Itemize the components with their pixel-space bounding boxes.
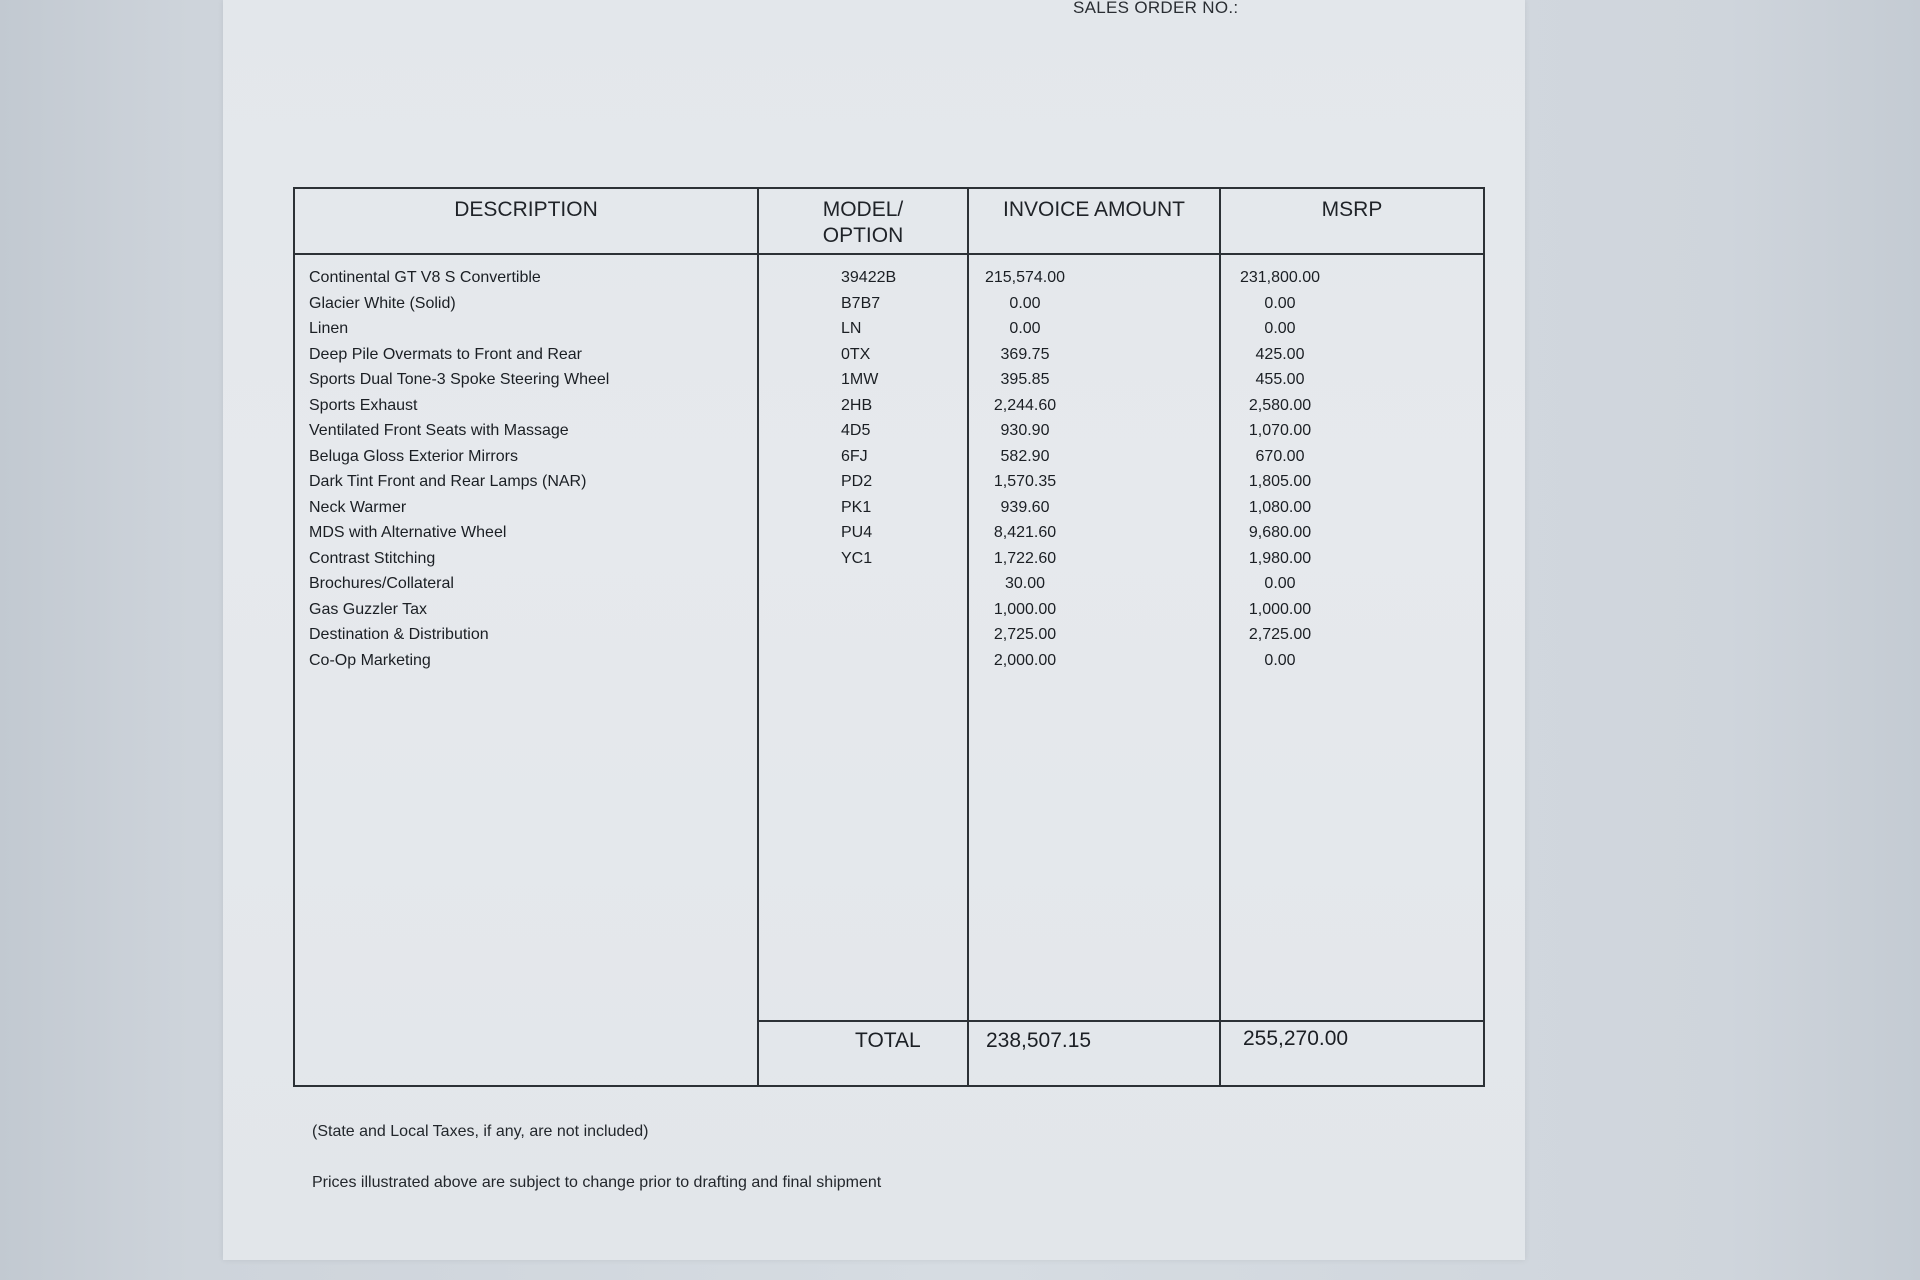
row-description: Brochures/Collateral — [309, 575, 454, 592]
row-msrp: 425.00 — [1255, 345, 1305, 363]
row-model-option: 1MW — [841, 371, 879, 388]
header-model-option — [759, 197, 967, 249]
row-invoice-amount: 0.00 — [1009, 294, 1041, 312]
row-invoice-amount: 1,000.00 — [993, 600, 1057, 618]
row-msrp: 455.00 — [1255, 371, 1305, 388]
table-row — [295, 265, 1483, 291]
row-description: Co-Op Marketing — [309, 651, 431, 669]
row-description: Sports Exhaust — [309, 396, 418, 414]
row-description: Dark Tint Front and Rear Lamps (NAR) — [309, 473, 587, 490]
row-invoice-amount: 30.00 — [1004, 575, 1046, 592]
table-row — [295, 648, 1483, 674]
row-msrp: 1,070.00 — [1248, 422, 1312, 439]
table-row — [295, 316, 1483, 342]
row-model-option: YC1 — [841, 549, 873, 567]
row-msrp: 1,805.00 — [1248, 473, 1312, 490]
table-row — [295, 444, 1483, 470]
table-row — [295, 342, 1483, 368]
row-model-option: PK1 — [841, 498, 872, 516]
row-invoice-amount: 1,722.60 — [993, 549, 1057, 567]
row-msrp: 670.00 — [1255, 447, 1305, 465]
row-model-option: 6FJ — [841, 447, 868, 465]
row-invoice-amount: 1,570.35 — [993, 473, 1057, 490]
row-description: Linen — [309, 320, 349, 337]
invoice-table — [293, 187, 1485, 1087]
row-model-option: LN — [841, 320, 862, 337]
row-invoice-amount: 8,421.60 — [993, 524, 1057, 541]
sales-order-label: SALES ORDER NO.: — [1073, 0, 1239, 17]
table-body — [295, 265, 1483, 673]
table-row — [295, 418, 1483, 444]
header-divider — [295, 253, 1483, 255]
taxes-note: (State and Local Taxes, if any, are not included) — [312, 1123, 649, 1140]
row-description: Neck Warmer — [309, 498, 407, 516]
row-description: Ventilated Front Seats with Massage — [309, 422, 569, 439]
total-divider — [759, 1020, 1483, 1022]
table-row — [295, 597, 1483, 623]
row-description: Contrast Stitching — [309, 549, 436, 567]
row-invoice-amount: 2,725.00 — [993, 626, 1057, 643]
table-row — [295, 622, 1483, 648]
row-description: Beluga Gloss Exterior Mirrors — [309, 447, 518, 465]
header-model-line2: OPTION — [822, 224, 904, 247]
table-row — [295, 495, 1483, 521]
row-description: Deep Pile Overmats to Front and Rear — [309, 345, 583, 363]
row-msrp: 0.00 — [1264, 651, 1296, 669]
row-msrp: 2,580.00 — [1248, 396, 1312, 414]
prices-note: Prices illustrated above are subject to change prior to drafting and final shipment — [312, 1174, 882, 1191]
row-invoice-amount: 369.75 — [1000, 345, 1050, 363]
table-row — [295, 367, 1483, 393]
header-description: DESCRIPTION — [454, 198, 598, 221]
row-msrp: 231,800.00 — [1239, 269, 1321, 286]
row-description: Sports Dual Tone-3 Spoke Steering Wheel — [309, 371, 610, 388]
row-description: Gas Guzzler Tax — [309, 600, 427, 618]
table-row — [295, 291, 1483, 317]
row-invoice-amount: 215,574.00 — [984, 269, 1066, 286]
header-model-line1: MODEL/ — [822, 198, 904, 221]
row-model-option: 4D5 — [841, 422, 871, 439]
row-model-option: PD2 — [841, 473, 873, 490]
row-model-option: 39422B — [841, 269, 897, 286]
row-msrp: 1,980.00 — [1248, 549, 1312, 567]
row-msrp: 0.00 — [1264, 294, 1296, 312]
row-msrp: 0.00 — [1264, 320, 1296, 337]
row-invoice-amount: 939.60 — [1000, 498, 1050, 516]
table-row — [295, 393, 1483, 419]
table-row — [295, 546, 1483, 572]
row-invoice-amount: 2,000.00 — [993, 651, 1057, 669]
row-description: Glacier White (Solid) — [309, 294, 456, 312]
total-label: TOTAL — [855, 1029, 921, 1052]
table-row — [295, 571, 1483, 597]
row-description: MDS with Alternative Wheel — [309, 524, 507, 541]
table-row — [295, 520, 1483, 546]
table-row — [295, 469, 1483, 495]
row-description: Destination & Distribution — [309, 626, 489, 643]
header-msrp: MSRP — [1321, 198, 1383, 221]
row-description: Continental GT V8 S Convertible — [309, 269, 541, 286]
row-msrp: 9,680.00 — [1248, 524, 1312, 541]
total-invoice: 238,507.15 — [986, 1029, 1092, 1052]
row-model-option: 2HB — [841, 396, 873, 414]
row-model-option: 0TX — [841, 345, 871, 363]
row-msrp: 1,080.00 — [1248, 498, 1312, 516]
row-msrp: 0.00 — [1264, 575, 1296, 592]
row-model-option: PU4 — [841, 524, 873, 541]
row-invoice-amount: 930.90 — [1000, 422, 1050, 439]
row-invoice-amount: 395.85 — [1000, 371, 1050, 388]
total-msrp: 255,270.00 — [1243, 1027, 1349, 1050]
row-model-option: B7B7 — [841, 294, 881, 312]
row-invoice-amount: 0.00 — [1009, 320, 1041, 337]
row-invoice-amount: 2,244.60 — [993, 396, 1057, 414]
header-invoice-amount: INVOICE AMOUNT — [1002, 198, 1186, 221]
row-msrp: 1,000.00 — [1248, 600, 1312, 618]
row-msrp: 2,725.00 — [1248, 626, 1312, 643]
row-invoice-amount: 582.90 — [1000, 447, 1050, 465]
